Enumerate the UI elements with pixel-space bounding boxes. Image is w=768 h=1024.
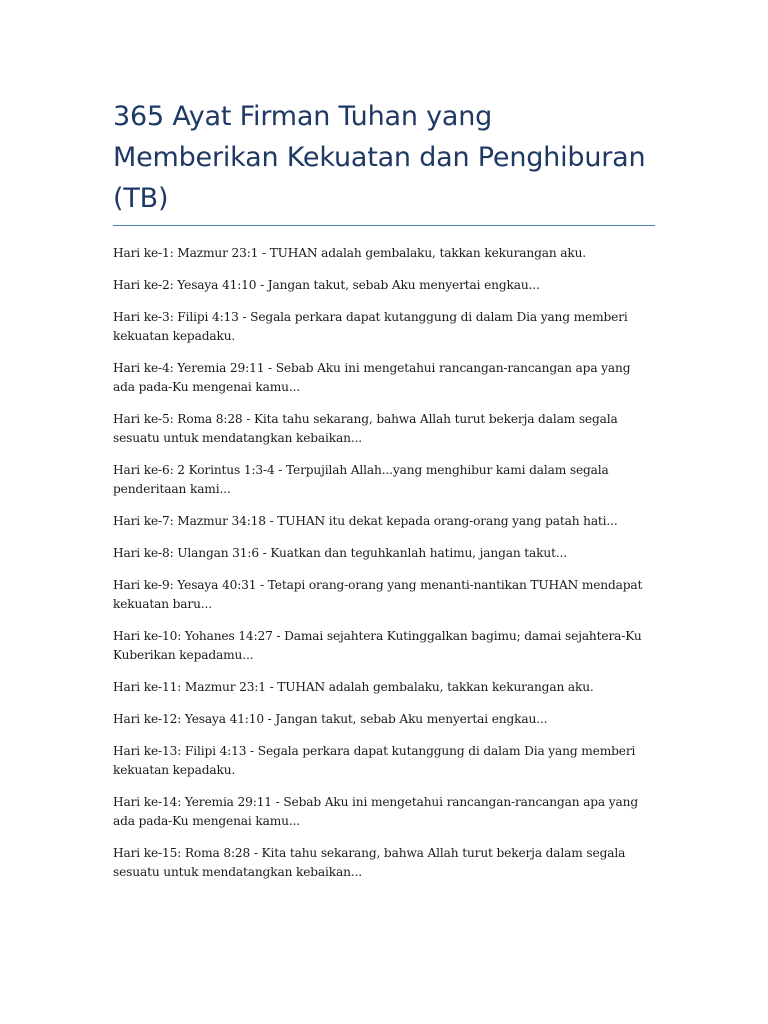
- verse-entry: Hari ke-2: Yesaya 41:10 - Jangan takut, sebab Aku menyertai engkau...: [113, 278, 540, 292]
- document-page: [113, 96, 655, 895]
- document-title: 365 Ayat Firman Tuhan yang Memberikan Kekuatan dan Penghiburan (TB): [113, 101, 646, 214]
- verse-entry: Hari ke-14: Yeremia 29:11 - Sebab Aku ini mengetahui rancangan-rancangan apa yang ada pada-Ku mengenai kamu...: [113, 795, 638, 828]
- verse-entry: Hari ke-3: Filipi 4:13 - Segala perkara dapat kutanggung di dalam Dia yang memberi kekuatan kepadaku.: [113, 310, 628, 343]
- verse-entry: Hari ke-13: Filipi 4:13 - Segala perkara dapat kutanggung di dalam Dia yang memberi kekuatan kepadaku.: [113, 744, 636, 777]
- verse-entry: Hari ke-5: Roma 8:28 - Kita tahu sekarang, bahwa Allah turut bekerja dalam segala sesuatu untuk mendatangkan kebaikan...: [113, 412, 618, 445]
- verse-list: [113, 244, 655, 882]
- verse-entry: Hari ke-11: Mazmur 23:1 - TUHAN adalah gembalaku, takkan kekurangan aku.: [113, 680, 594, 694]
- verse-entry: Hari ke-8: Ulangan 31:6 - Kuatkan dan teguhkanlah hatimu, jangan takut...: [113, 546, 567, 560]
- verse-entry: Hari ke-4: Yeremia 29:11 - Sebab Aku ini mengetahui rancangan-rancangan apa yang ada pada-Ku mengenai kamu...: [113, 361, 631, 394]
- verse-entry: Hari ke-1: Mazmur 23:1 - TUHAN adalah gembalaku, takkan kekurangan aku.: [113, 246, 587, 260]
- title-underline: [113, 225, 655, 226]
- verse-entry: Hari ke-12: Yesaya 41:10 - Jangan takut, sebab Aku menyertai engkau...: [113, 712, 548, 726]
- verse-entry: Hari ke-9: Yesaya 40:31 - Tetapi orang-orang yang menanti-nantikan TUHAN mendapat kekuatan baru...: [113, 578, 643, 611]
- verse-entry: Hari ke-15: Roma 8:28 - Kita tahu sekarang, bahwa Allah turut bekerja dalam segala sesuatu untuk mendatangkan kebaikan...: [113, 846, 626, 879]
- verse-entry: Hari ke-6: 2 Korintus 1:3-4 - Terpujilah Allah...yang menghibur kami dalam segala penderitaan kami...: [113, 463, 609, 496]
- verse-entry: Hari ke-10: Yohanes 14:27 - Damai sejahtera Kutinggalkan bagimu; damai sejahtera-Ku Kuberikan kepadamu...: [113, 629, 642, 662]
- verse-entry: Hari ke-7: Mazmur 34:18 - TUHAN itu dekat kepada orang-orang yang patah hati...: [113, 514, 618, 528]
